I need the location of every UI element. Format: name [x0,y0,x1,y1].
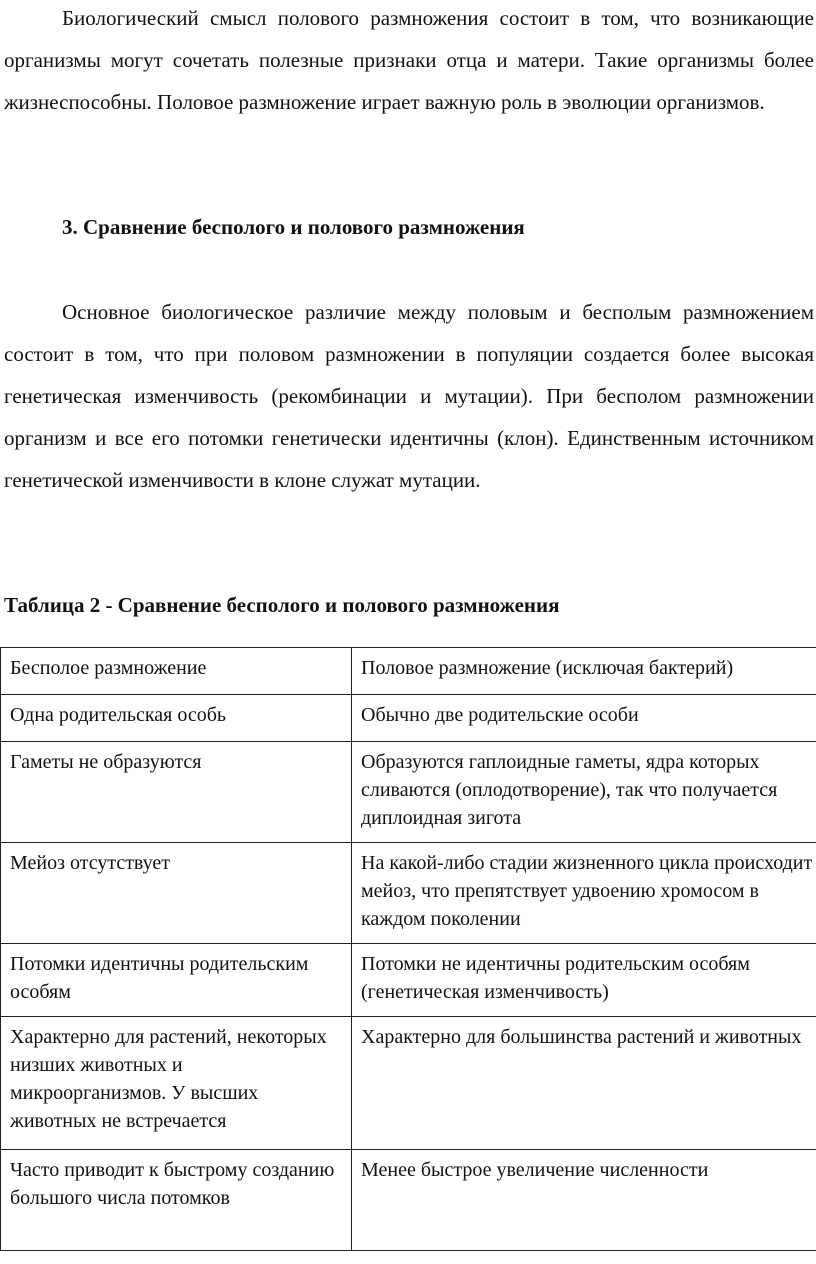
table-cell-sexual: Характерно для большинства растений и животных [352,1017,816,1150]
table-caption: Таблица 2 - Сравнение бесполого и полового размножения [4,593,560,617]
header-sexual: Половое размножение (исключая бактерий) [352,648,816,695]
section-heading: 3. Сравнение бесполого и полового размножения [62,215,525,239]
table-cell-asexual: Часто приводит к быстрому созданию большого числа потомков [1,1150,352,1251]
table-cell-asexual: Одна родительская особь [1,695,352,742]
table-cell-sexual: На какой-либо стадии жизненного цикла происходит мейоз, что препятствует удвоению хромосом в каждом поколении [352,843,816,944]
table-row [1,1017,816,1150]
table-row [1,695,816,742]
table-row [1,1150,816,1251]
comparison-paragraph: Основное биологическое различие между половым и бесполым размножением состоит в том, что при половом размножении в популяции создается более высокая генетическая изменчивость (рекомбинации и мутации). При бесполом размножении организм и все его потомки генетически идентичны (клон). Единственным источником генетической изменчивости в клоне служат мутации. [4,300,814,492]
table-cell-sexual: Потомки не идентичны родительским особям (генетическая изменчивость) [352,944,816,1017]
table-cell-asexual: Гаметы не образуются [1,742,352,843]
table-cell-asexual: Мейоз отсутствует [1,843,352,944]
table-cell-asexual: Характерно для растений, некоторых низших животных и микроорганизмов. У высших животных не встречается [1,1017,352,1150]
table-row [1,742,816,843]
table-row [1,944,816,1017]
table-cell-asexual: Потомки идентичны родительским особям [1,944,352,1017]
comparison-table [0,647,816,1251]
table-cell-sexual: Образуются гаплоидные гаметы, ядра которых сливаются (оплодотворение), так что получается диплоидная зигота [352,742,816,843]
table-cell-sexual: Обычно две родительские особи [352,695,816,742]
table-cell-sexual: Менее быстрое увеличение численности [352,1150,816,1251]
header-asexual: Бесполое размножение [1,648,352,695]
table-row [1,843,816,944]
table-header-row [1,648,816,695]
intro-paragraph: Биологический смысл полового размножения состоит в том, что возникающие организмы могут сочетать полезные признаки отца и матери. Такие организмы более жизнеспособны. Половое размножение играет важную роль в эволюции организмов. [4,6,814,114]
